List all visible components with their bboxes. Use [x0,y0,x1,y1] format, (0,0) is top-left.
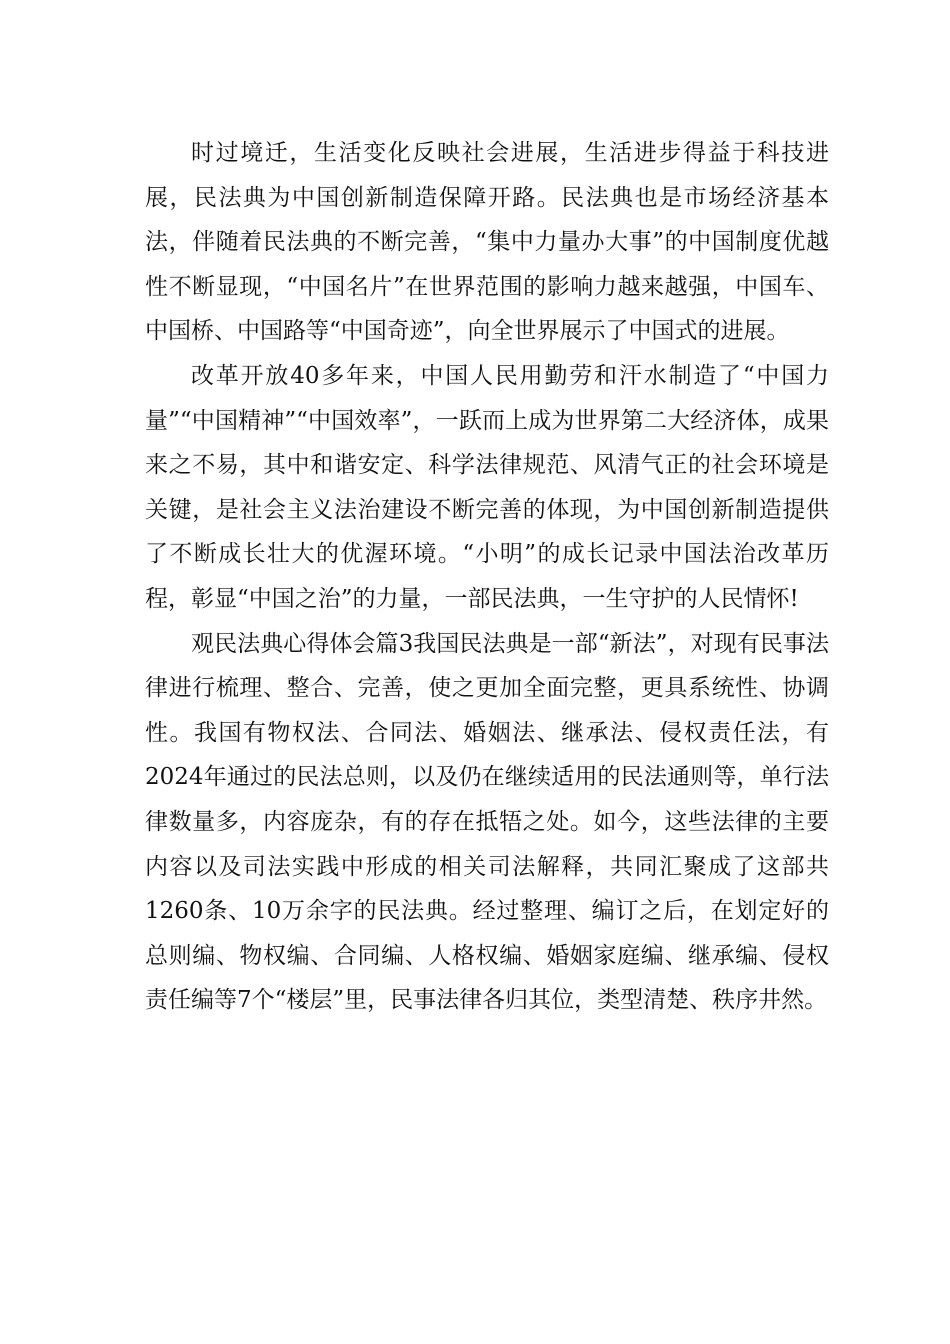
paragraph-3: 观民法典心得体会篇3我国民法典是一部“新法”，对现有民事法律进行梳理、整合、完善，使之更加全面完整，更具系统性、协调性。我国有物权法、合同法、婚姻法、继承法、侵权责任法，有2024年通过的民法总则，以及仍在继续适用的民法通则等，单行法律数量多，内容庞杂，有的存在抵牾之处。如今，这些法律的主要内容以及司法实践中形成的相关司法解释，共同汇聚成了这部共1260条、10万余字的民法典。经过整理、编订之后，在划定好的总则编、物权编、合同编、人格权编、婚姻家庭编、继承编、侵权责任编等7个“楼层”里，民事法律各归其位，类型清楚、秩序井然。 [145,630,829,1014]
paragraph-1: 时过境迁，生活变化反映社会进展，生活进步得益于科技进展，民法典为中国创新制造保障开路。民法典也是市场经济基本法，伴随着民法典的不断完善，“集中力量办大事”的中国制度优越性不断显现，“中国名片”在世界范围的影响力越来越强，中国车、中国桥、中国路等“中国奇迹”，向全世界展示了中国式的进展。 [145,140,829,345]
document-body [145,131,829,1023]
paragraph-2: 改革开放40多年来，中国人民用勤劳和汗水制造了“中国力量”“中国精神”“中国效率”，一跃而上成为世界第二大经济体，成果来之不易，其中和谐安定、科学法律规范、风清气正的社会环境是关键，是社会主义法治建设不断完善的体现，为中国创新制造提供了不断成长壮大的优渥环境。“小明”的成长记录中国法治改革历程，彰显“中国之治”的力量，一部民法典，一生守护的人民情怀! [145,362,829,612]
